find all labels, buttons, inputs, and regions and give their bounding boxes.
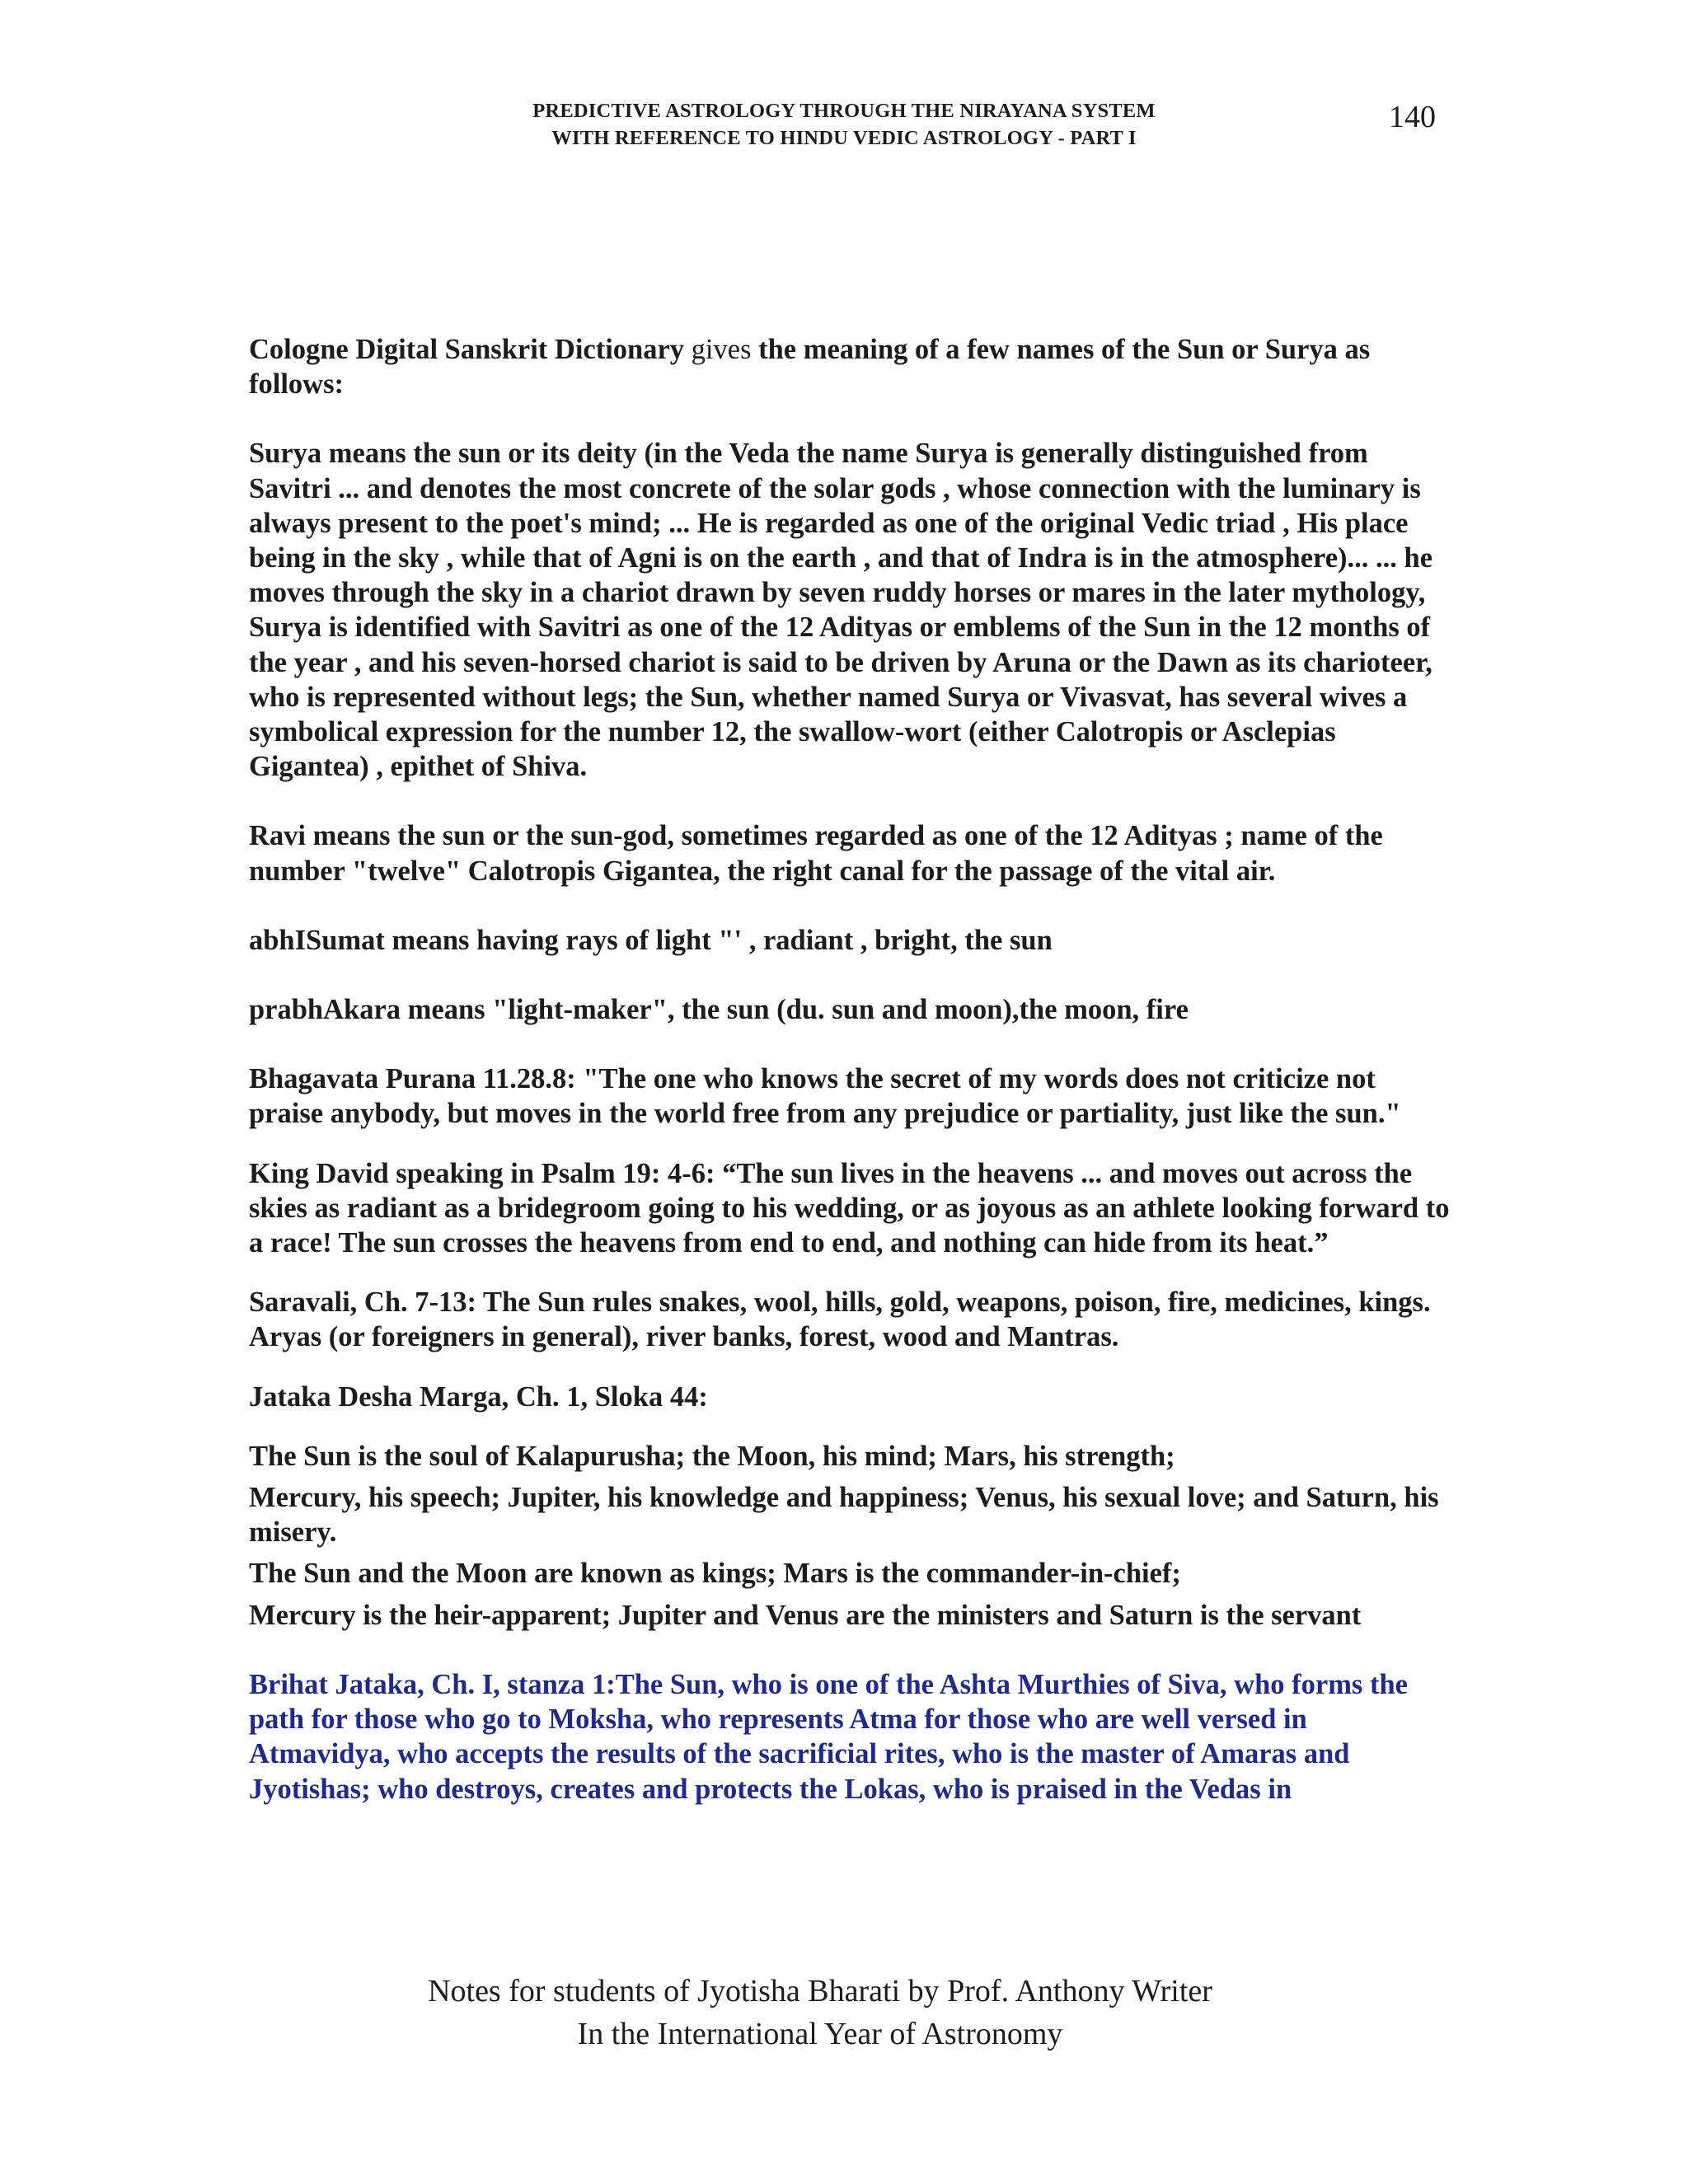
ravi-paragraph: Ravi means the sun or the sun-god, sometimes regarded as one of the 12 Adityas ; name of the number "twelve" Calotropis Gigantea, the right canal for the passage of the vital air. [249,820,1383,887]
abhisumat-paragraph: abhISumat means having rays of light "' , radiant , bright, the sun [249,924,1053,956]
prabhakara-paragraph: prabhAkara means "light-maker", the sun (du. sun and moon),the moon, fire [249,994,1189,1026]
intro-rest: the meaning of a few names of the Sun or Surya as follows: [249,334,1371,401]
jataka-line-1: The Sun is the soul of Kalapurusha; the Moon, his mind; Mars, his strength; [249,1440,1175,1472]
footer-line-1: Notes for students of Jyotisha Bharati by Prof. Anthony Writer [428,1974,1212,2008]
header-line-1: PREDICTIVE ASTROLOGY THROUGH THE NIRAYANA SYSTEM [532,100,1156,122]
footer-line-2: In the International Year of Astronomy [577,2017,1063,2051]
page-footer [0,1970,1640,2055]
jataka-title: Jataka Desha Marga, Ch. 1, Sloka 44: [249,1380,708,1413]
brihat-jataka-paragraph: Brihat Jataka, Ch. I, stanza 1:The Sun, who is one of the Ashta Murthies of Siva, who forms the path for those who go to Moksha, who represents Atma for those who are well versed in Atmavidya, who accepts the results of the sacrificial rites, who is the master of Amaras and Jyotishas; who destroys, creates and protects the Lokas, who is praised in the Vedas in [249,1668,1408,1805]
page-number: 140 [1389,100,1436,134]
intro-verb: gives [691,334,752,365]
intro-paragraph [249,332,1452,401]
david-paragraph: King David speaking in Psalm 19: 4-6: “The sun lives in the heavens ... and moves out across the skies as radiant as a bridegroom going to his wedding, or as joyous as an athlete looking forward to a race! The sun crosses the heavens from end to end, and nothing can hide from its heat.” [249,1157,1450,1259]
page-body [249,332,1452,1807]
intro-source: Cologne Digital Sanskrit Dictionary [249,334,692,365]
jataka-line-2: Mercury, his speech; Jupiter, his knowledge and happiness; Venus, his sexual love; and Saturn, his misery. [249,1482,1439,1549]
jataka-line-4: Mercury is the heir-apparent; Jupiter and Venus are the ministers and Saturn is the servant [249,1599,1362,1631]
header-line-2: WITH REFERENCE TO HINDU VEDIC ASTROLOGY - PART I [551,127,1137,149]
surya-paragraph: Surya means the sun or its deity (in the Veda the name Surya is generally distinguished from Savitri ... and denotes the most concrete of the solar gods , whose connection with the luminary is always present to the poet's mind; ... He is regarded as one of the original Vedic triad , His place being in the sky , while that of Agni is on the earth , and that of Indra is in the atmosphere)... ... he moves through the sky in a chariot drawn by seven ruddy horses or mares in the later mythology, Surya is identified with Savitri as one of the 12 Adityas or emblems of the Sun in the 12 months of the year , and his seven-horsed chariot is said to be driven by Aruna or the Dawn as its charioteer, who is represented without legs; the Sun, whether named Surya or Vivasvat, has several wives a symbolical expression for the number 12, the swallow-wort (either Calotropis or Asclepias Gigantea) , epithet of Shiva. [249,438,1433,783]
bhagavata-paragraph: Bhagavata Purana 11.28.8: "The one who knows the secret of my words does not criticize not praise anybody, but moves in the world free from any prejudice or partiality, just like the sun." [249,1063,1401,1130]
jataka-line-3: The Sun and the Moon are known as kings; Mars is the commander-in-chief; [249,1558,1181,1590]
saravali-paragraph: Saravali, Ch. 7-13: The Sun rules snakes, wool, hills, gold, weapons, poison, fire, medicines, kings. Aryas (or foreigners in general), river banks, forest, wood and Mantras. [249,1286,1431,1353]
